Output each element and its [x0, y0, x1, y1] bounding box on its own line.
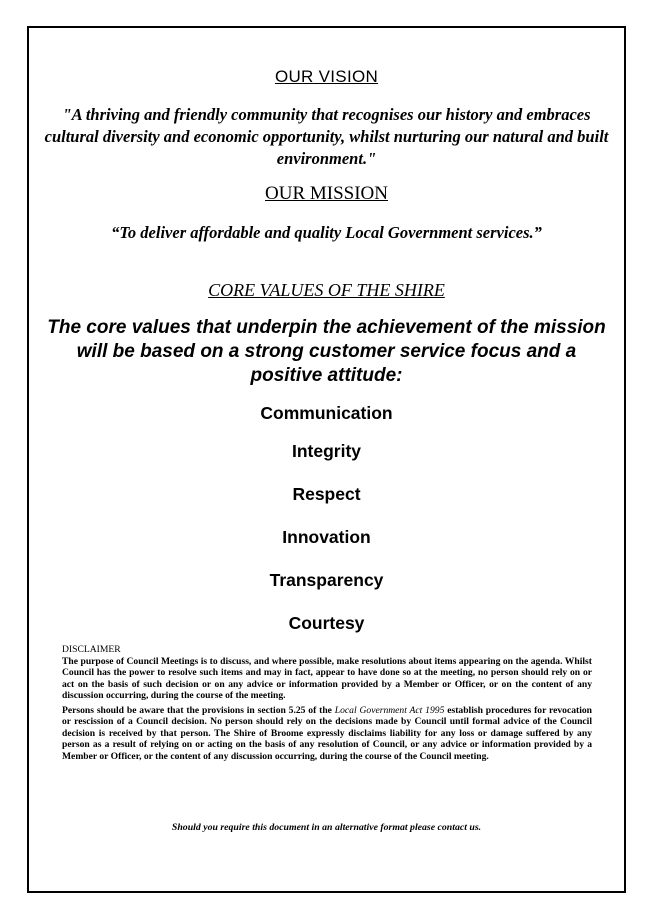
disclaimer-p2-start: Persons should be aware that the provisions in section 5.25 of the: [62, 704, 335, 716]
core-value-innovation: Innovation: [282, 527, 371, 547]
core-value-courtesy: Courtesy: [288, 613, 365, 633]
disclaimer-heading: DISCLAIMER: [62, 644, 121, 655]
core-values-intro: The core values that underpin the achievement of the mission will be based on a strong customer service focus and a positive attitude:: [47, 317, 606, 386]
core-value-integrity: Integrity: [291, 441, 362, 461]
core-value-respect: Respect: [292, 484, 361, 504]
disclaimer-paragraph-1: The purpose of Council Meetings is to discuss, and where possible, make resolutions about items appearing on the agenda. Whilst Council has the power to resolve such items and may in fact, appear to have done so at the meeting, no person should rely on or act on the basis of such decision or on any advice or information provided by a Member or Officer, or on the content of any discussion occurring, during the course of the meeting.: [62, 655, 592, 701]
disclaimer-paragraph-2: [62, 705, 592, 763]
core-values-heading: CORE VALUES OF THE SHIRE: [208, 280, 445, 300]
vision-statement: "A thriving and friendly community that recognises our history and embraces cultural diversity and economic opportunity, whilst nurturing our natural and built environment.": [44, 105, 609, 168]
act-title: Local Government Act 1995: [334, 704, 445, 716]
disclaimer-section: [62, 644, 592, 765]
vision-heading: OUR VISION: [274, 67, 379, 86]
alternative-format-note: Should you require this document in an alternative format please contact us.: [171, 822, 482, 833]
disclaimer-p2-end: establish procedures for revocation or rescission of a Council decision. No person should rely on the decisions made by Council until formal advice of the Council decision is received by that person. The Shire of Broome expressly disclaims liability for any loss or damage suffered by any person as a result of relying on or acting on the basis of any resolution of Council, or any advice or information provided by a Member or Officer, or the content of any discussion occurring, during the course of the Council meeting.: [62, 704, 592, 762]
core-value-transparency: Transparency: [269, 570, 384, 590]
mission-statement: “To deliver affordable and quality Local Government services.”: [111, 223, 542, 242]
mission-heading: OUR MISSION: [265, 183, 388, 204]
core-value-communication: Communication: [260, 403, 393, 423]
